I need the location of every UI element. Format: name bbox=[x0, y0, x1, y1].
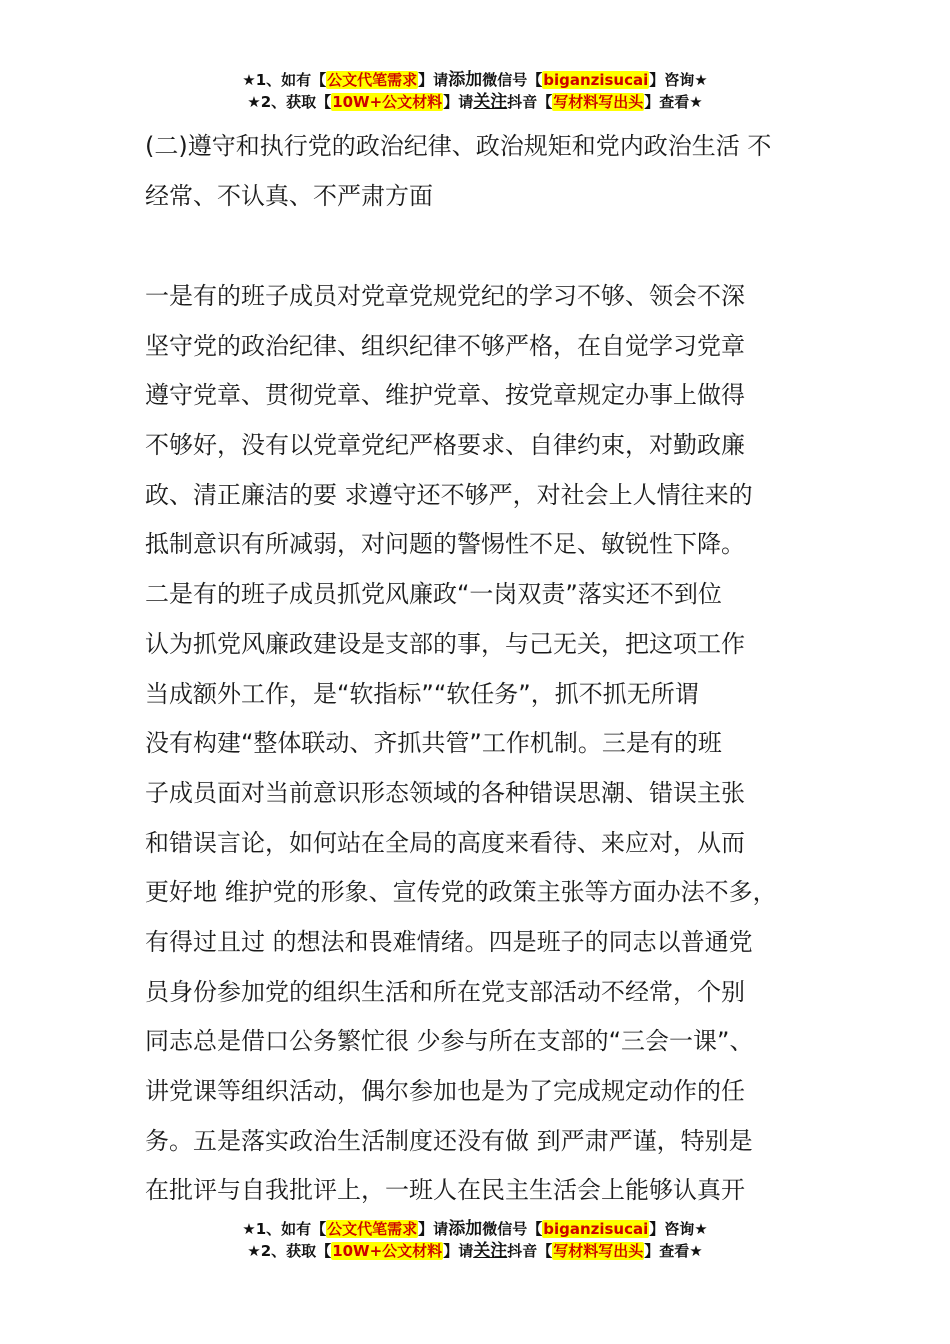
body-line: 政、清正廉洁的要 求遵守还不够严，对社会上人情往来的 bbox=[145, 480, 753, 509]
promo-text: ★2、获取【 bbox=[247, 1242, 332, 1260]
promo-highlight: 写材料写出头 bbox=[553, 1242, 644, 1260]
promo-line-2 bbox=[0, 91, 950, 113]
body-line: 务。五是落实政治生活制度还没有做 到严肃严谨，特别是 bbox=[145, 1126, 753, 1155]
promo-text: 】查看★ bbox=[644, 93, 703, 111]
promo-highlight: 写材料写出头 bbox=[553, 93, 644, 111]
body-line: 在批评与自我批评上，一班人在民主生活会上能够认真开 bbox=[145, 1176, 745, 1205]
promo-text: 】请 bbox=[418, 71, 449, 89]
promo-emphasis: 关注 bbox=[473, 1241, 508, 1261]
promo-text: ★2、获取【 bbox=[247, 93, 332, 111]
promo-text: 抖音【 bbox=[507, 93, 553, 111]
promo-banner-bottom bbox=[0, 1218, 950, 1262]
promo-emphasis: 关注 bbox=[473, 92, 508, 112]
promo-highlight: 10W+公文材料 bbox=[332, 1242, 443, 1260]
body-line: 当成额外工作，是“软指标”“软任务”，抓不抓无所谓 bbox=[145, 679, 699, 708]
promo-text: 】咨询★ bbox=[649, 71, 708, 89]
body-line: 不够好，没有以党章党纪严格要求、自律约束，对勤政廉 bbox=[145, 431, 745, 460]
promo-text: 】咨询★ bbox=[649, 1220, 708, 1238]
body-line: 同志总是借口公务繁忙很 少参与所在支部的“三会一课”、 bbox=[145, 1027, 754, 1056]
body-line: 讲党课等组织活动，偶尔参加也是为了完成规定动作的任 bbox=[145, 1077, 745, 1105]
body-text bbox=[145, 272, 825, 1216]
promo-text: ★1、如有【 bbox=[242, 1220, 327, 1238]
promo-text: ★1、如有【 bbox=[242, 71, 327, 89]
promo-line-2 bbox=[0, 1240, 950, 1262]
promo-highlight: biganzisucai bbox=[543, 1220, 649, 1238]
promo-text: 微信号【 bbox=[482, 1220, 543, 1238]
promo-highlight: 公文代笔需求 bbox=[327, 71, 418, 89]
promo-text: 】请 bbox=[443, 93, 474, 111]
promo-text: 】请 bbox=[418, 1220, 449, 1238]
body-line: 遵守党章、贯彻党章、维护党章、按党章规定办事上做得 bbox=[145, 381, 745, 410]
body-line: 一是有的班子成员对党章党规党纪的学习不够、领会不深 bbox=[145, 282, 745, 310]
promo-line-1 bbox=[0, 69, 950, 91]
body-line: 抵制意识有所减弱，对问题的警惕性不足、敏锐性下降。 bbox=[145, 530, 745, 559]
promo-line-1 bbox=[0, 1218, 950, 1240]
promo-banner-top bbox=[0, 69, 950, 113]
body-line: 子成员面对当前意识形态领域的各种错误思潮、错误主张 bbox=[145, 778, 745, 807]
body-line: 认为抓党风廉政建设是支部的事，与己无关，把这项工作 bbox=[145, 629, 745, 658]
body-line: 有得过且过 的想法和畏难情绪。四是班子的同志以普通党 bbox=[145, 927, 753, 956]
body-line: 二是有的班子成员抓党风廉政“一岗双责”落实还不到位 bbox=[145, 580, 722, 609]
body-line: 员身份参加党的组织生活和所在党支部活动不经常，个别 bbox=[145, 977, 745, 1006]
heading-line: (二)遵守和执行党的政治纪律、政治规矩和党内政治生活 不 bbox=[145, 132, 772, 160]
promo-emphasis: 添加 bbox=[448, 70, 483, 90]
body-line: 没有构建“整体联动、齐抓共管”工作机制。三是有的班 bbox=[145, 729, 722, 758]
promo-text: 微信号【 bbox=[482, 71, 543, 89]
section-heading bbox=[145, 122, 825, 221]
promo-highlight: 公文代笔需求 bbox=[327, 1220, 418, 1238]
promo-text: 抖音【 bbox=[507, 1242, 553, 1260]
promo-highlight: biganzisucai bbox=[543, 71, 649, 89]
promo-emphasis: 添加 bbox=[448, 1219, 483, 1239]
heading-line: 经常、不认真、不严肃方面 bbox=[145, 181, 433, 210]
promo-highlight: 10W+公文材料 bbox=[332, 93, 443, 111]
body-line: 坚守党的政治纪律、组织纪律不够严格，在自觉学习党章 bbox=[145, 331, 745, 360]
body-line: 和错误言论，如何站在全局的高度来看待、来应对，从而 bbox=[145, 828, 745, 857]
promo-text: 】查看★ bbox=[644, 1242, 703, 1260]
promo-text: 】请 bbox=[443, 1242, 474, 1260]
body-line: 更好地 维护党的形象、宣传党的政策主张等方面办法不多， bbox=[145, 878, 777, 907]
